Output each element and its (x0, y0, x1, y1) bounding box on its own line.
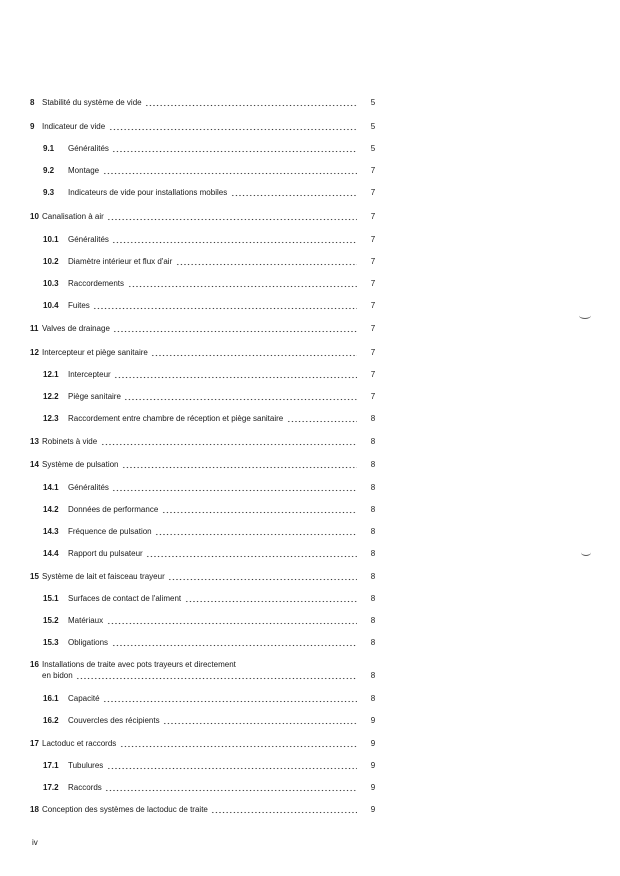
toc-entry-page: 8 (370, 527, 376, 536)
toc-entry-page: 8 (370, 549, 376, 558)
toc-entry-page: 8 (370, 572, 376, 581)
toc-entry-number: 10.1 (43, 235, 59, 244)
dot-leader (112, 482, 357, 493)
toc-entry-page: 8 (370, 414, 376, 423)
toc-entry-page: 7 (370, 324, 376, 333)
dot-leader (103, 693, 357, 704)
dot-leader (112, 637, 357, 648)
toc-entry-title: Système de lait et faisceau trayeur (42, 572, 165, 581)
dot-leader (231, 187, 357, 198)
toc-entry-title: Généralités (68, 144, 109, 153)
toc-entry-number: 14.3 (43, 527, 59, 536)
scan-mark (579, 312, 591, 319)
toc-entry-title: Système de pulsation (42, 460, 119, 469)
toc-entry-page: 7 (370, 257, 376, 266)
toc-entry-page: 5 (370, 122, 376, 131)
toc-entry-page: 8 (370, 437, 376, 446)
toc-entry-page: 8 (370, 616, 376, 625)
dot-leader (107, 615, 357, 626)
toc-entry-number: 16.2 (43, 716, 59, 725)
dot-leader (112, 234, 357, 245)
toc-entry-number: 11 (30, 324, 39, 333)
toc-entry-title: Données de performance (68, 505, 159, 514)
toc-entry-title: Obligations (68, 638, 109, 647)
toc-entry-page: 9 (370, 805, 376, 814)
dot-leader (107, 760, 357, 771)
dot-leader (287, 413, 357, 424)
dot-leader (128, 278, 357, 289)
toc-entry-title: Raccordements (68, 279, 125, 288)
toc-entry-number: 18 (30, 805, 39, 814)
dot-leader (109, 121, 357, 132)
dot-leader (176, 256, 357, 267)
toc-entry-title: Rapport du pulsateur (68, 549, 143, 558)
dot-leader (155, 526, 357, 537)
toc-entry-title: Montage (68, 166, 100, 175)
toc-entry-title: Indicateur de vide (42, 122, 106, 131)
dot-leader (93, 300, 357, 311)
toc-entry-number: 17 (30, 739, 39, 748)
dot-leader (120, 738, 357, 749)
toc-entry-number: 12.2 (43, 392, 59, 401)
toc-entry-page: 9 (370, 716, 376, 725)
toc-entry-page: 7 (370, 212, 376, 221)
dot-leader (113, 323, 357, 334)
toc-entry-page: 7 (370, 188, 376, 197)
toc-entry-title: Canalisation à air (42, 212, 104, 221)
toc-entry-title: Couvercles des récipients (68, 716, 160, 725)
toc-entry-page: 7 (370, 279, 376, 288)
toc-entry-number: 15.1 (43, 594, 59, 603)
toc-entry-title: Valves de drainage (42, 324, 110, 333)
toc-entry-page: 9 (370, 783, 376, 792)
toc-entry-title: Conception des systèmes de lactoduc de traite (42, 805, 208, 814)
toc-entry-page: 7 (370, 166, 376, 175)
toc-entry-number: 14.1 (43, 483, 59, 492)
toc-entry-title: Généralités (68, 483, 109, 492)
toc-entry-title: Installations de traite avec pots trayeurs et directement (42, 660, 236, 669)
toc-entry-title: Capacité (68, 694, 100, 703)
toc-entry-title: Robinets à vide (42, 437, 98, 446)
toc-entry-page: 7 (370, 301, 376, 310)
toc-entry-page: 8 (370, 694, 376, 703)
toc-entry-page: 5 (370, 98, 376, 107)
toc-entry-title: Intercepteur et piège sanitaire (42, 348, 148, 357)
toc-entry-number: 9 (30, 122, 35, 131)
toc-entry-title: Diamètre intérieur et flux d'air (68, 257, 173, 266)
toc-entry-number: 8 (30, 98, 35, 107)
dot-leader (146, 548, 357, 559)
dot-leader (163, 715, 357, 726)
dot-leader (124, 391, 357, 402)
toc-entry-page: 8 (370, 505, 376, 514)
toc-entry-page: 7 (370, 348, 376, 357)
toc-entry-number: 17.2 (43, 783, 59, 792)
toc-entry-title: Tubulures (68, 761, 104, 770)
dot-leader (107, 211, 357, 222)
toc-entry-number: 14.4 (43, 549, 59, 558)
toc-entry-title: Piège sanitaire (68, 392, 121, 401)
dot-leader (168, 571, 357, 582)
toc-entry-page: 8 (370, 460, 376, 469)
dot-leader (114, 369, 357, 380)
toc-entry-number: 13 (30, 437, 39, 446)
toc-entry-number: 12.3 (43, 414, 59, 423)
toc-entry-title: Intercepteur (68, 370, 111, 379)
toc-entry-title: Surfaces de contact de l'aliment (68, 594, 182, 603)
toc-entry-title-continued: en bidon (42, 671, 73, 680)
toc-entry-number: 9.2 (43, 166, 55, 175)
toc-entry-page: 9 (370, 739, 376, 748)
page-number-footer: iv (32, 838, 38, 847)
toc-entry-number: 16.1 (43, 694, 59, 703)
toc-entry-title: Indicateurs de vide pour installations mobiles (68, 188, 228, 197)
toc-entry-number: 10.2 (43, 257, 59, 266)
toc-entry-page: 8 (370, 483, 376, 492)
toc-entry-page: 8 (370, 671, 376, 680)
toc-entry-number: 15 (30, 572, 39, 581)
toc-entry-title: Lactoduc et raccords (42, 739, 117, 748)
toc-entry-title: Généralités (68, 235, 109, 244)
toc-entry-title: Fuites (68, 301, 90, 310)
toc-entry-title: Stabilité du système de vide (42, 98, 142, 107)
dot-leader (122, 459, 357, 470)
toc-entry-page: 7 (370, 235, 376, 244)
dot-leader (151, 347, 357, 358)
toc-entry-page: 5 (370, 144, 376, 153)
toc-entry-page: 9 (370, 761, 376, 770)
toc-entry-title: Fréquence de pulsation (68, 527, 152, 536)
toc-entry-number: 14 (30, 460, 39, 469)
toc-entry-page: 7 (370, 370, 376, 379)
dot-leader (101, 436, 357, 447)
toc-entry-page: 8 (370, 594, 376, 603)
dot-leader (103, 165, 357, 176)
toc-entry-number: 10.3 (43, 279, 59, 288)
dot-leader (145, 97, 357, 108)
scan-mark (581, 549, 591, 556)
toc-entry-number: 14.2 (43, 505, 59, 514)
toc-entry-number: 12.1 (43, 370, 59, 379)
toc-entry-number: 12 (30, 348, 39, 357)
dot-leader (211, 804, 357, 815)
toc-entry-number: 15.3 (43, 638, 59, 647)
dot-leader (76, 670, 357, 681)
toc-entry-number: 15.2 (43, 616, 59, 625)
toc-entry-number: 9.1 (43, 144, 55, 153)
toc-entry-number: 10 (30, 212, 39, 221)
toc-entry-title: Raccordement entre chambre de réception et piège sanitaire (68, 414, 284, 423)
toc-entry-page: 8 (370, 638, 376, 647)
toc-entry-title: Matériaux (68, 616, 104, 625)
toc-entry-title: Raccords (68, 783, 102, 792)
dot-leader (162, 504, 357, 515)
toc-entry-number: 9.3 (43, 188, 55, 197)
dot-leader (185, 593, 357, 604)
toc-entry-number: 17.1 (43, 761, 59, 770)
dot-leader (112, 143, 357, 154)
toc-entry-page: 7 (370, 392, 376, 401)
toc-entry-number: 10.4 (43, 301, 59, 310)
dot-leader (105, 782, 357, 793)
toc-entry-number: 16 (30, 660, 39, 669)
